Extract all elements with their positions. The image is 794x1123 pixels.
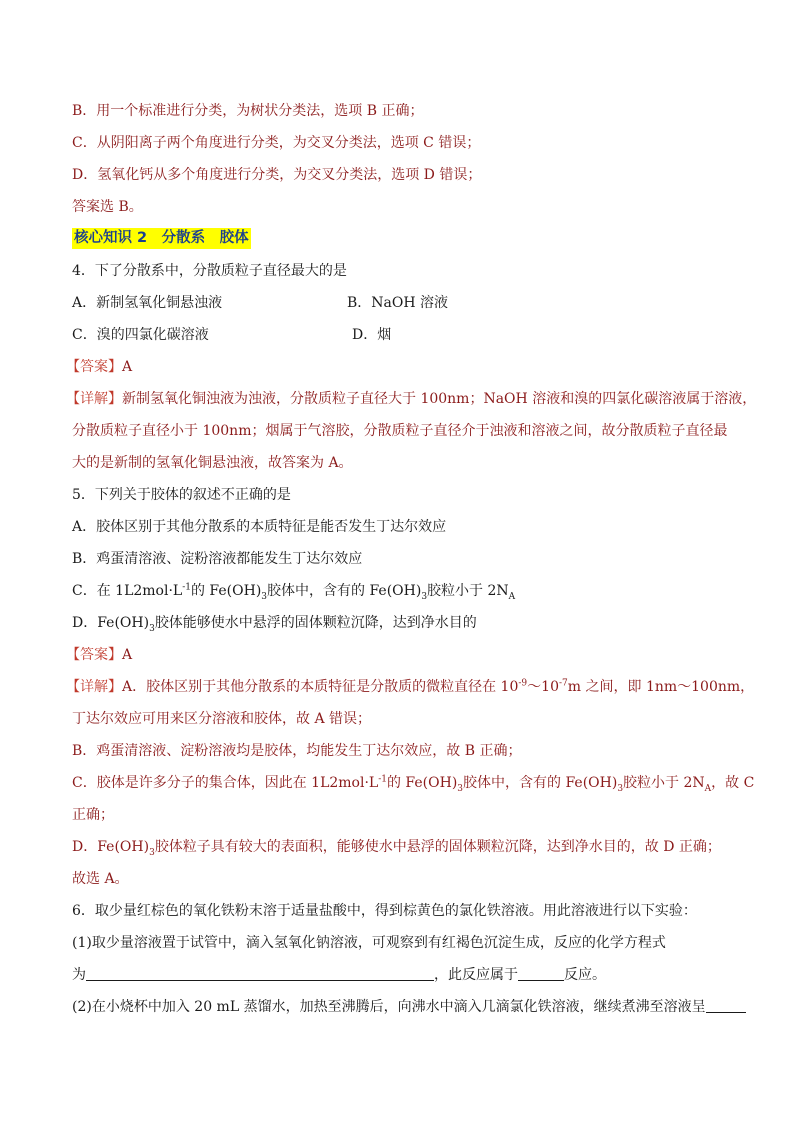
q5-detail-line-4: C．胶体是许多分子的集合体，因此在 $1L2mol\cdot L^{-1}$的 $Fe(OH)_3$胶体中，含有的 $Fe(OH)_3$胶粒小于 $2N_A$，故 C: [72, 774, 755, 794]
q5-option-a: A．胶体区别于其他分散系的本质特征是能否发生丁达尔效应: [72, 519, 447, 535]
q4-detail-line-1: [66, 389, 756, 409]
answer-tag: 【答案】: [66, 359, 122, 375]
reaction-type-blank[interactable]: [518, 966, 564, 981]
section-heading: 核心知识 2 分散系 胶体: [72, 228, 251, 249]
equation-blank[interactable]: [86, 966, 434, 981]
detail-tag: 【详解】: [66, 391, 122, 407]
q5-option-c: C．在 $1L2mol\cdot L^{-1}$的 $Fe(OH)_3$胶体中，含有的 $Fe(OH)_3$胶粒小于 $2N_A$: [72, 582, 516, 602]
q6-part-1: (1)取少量溶液置于试管中，滴入氢氧化钠溶液，可观察到有红褐色沉淀生成，反应的化学方程式: [72, 935, 666, 951]
option-c-explanation: C．从阴阳离子两个角度进行分类，为交叉分类法，选项 C 错误；: [72, 135, 481, 151]
q5-detail-line-5: 正确；: [72, 807, 114, 823]
previous-answer: 答案选 B。: [72, 199, 143, 215]
option-b-explanation: B．用一个标准进行分类，为树状分类法，选项 B 正确；: [72, 103, 424, 119]
q4-detail-line-3: 大的是新制的氢氧化铜悬浊液，故答案为 A。: [72, 455, 353, 471]
q6-part-2: (2)在小烧杯中加入 20 mL 蒸馏水，加热至沸腾后，向沸水中滴入几滴氯化铁溶液，继续煮沸至溶液呈: [72, 997, 746, 1017]
q5-option-d: D．$Fe(OH)_3$胶体能够使水中悬浮的固体颗粒沉降，达到净水目的: [72, 615, 477, 634]
q4-answer: [66, 357, 132, 377]
q6-stem: 6．取少量红棕色的氧化铁粉末溶于适量盐酸中，得到棕黄色的氯化铁溶液。用此溶液进行以下实验：: [72, 903, 697, 919]
q5-detail-line-6: D．$Fe(OH)_3$胶体粒子具有较大的表面积，能够使水中悬浮的固体颗粒沉降，达到净水目的，故 D 正确；: [72, 839, 721, 858]
q5-stem: 5．下列关于胶体的叙述不正确的是: [72, 487, 291, 503]
q4-option-c: C．溴的四氯化碳溶液: [72, 327, 209, 343]
q6-part-1-fill: 为 ，此反应属于 反应。: [72, 967, 606, 983]
q5-answer: [66, 645, 132, 665]
q4-option-d: D．烟: [352, 327, 392, 343]
answer-value: A: [122, 359, 133, 375]
option-d-explanation: D．氢氧化钙从多个角度进行分类，为交叉分类法，选项 D 错误；: [72, 167, 482, 183]
answer-value: A: [122, 647, 133, 663]
answer-tag: 【答案】: [66, 647, 122, 663]
q5-detail-line-1: 【详解】A．胶体区别于其他分散系的本质特征是分散质的微粒直径在 $10^{-9}\sim 10^{-7}m$ 之间，即 1nm～100nm，: [66, 678, 755, 695]
q4-stem: 4．下了分散系中，分散质粒子直径最大的是: [72, 263, 347, 279]
detail-tag: 【详解】: [66, 679, 122, 695]
q5-detail-line-7: 故选 A。: [72, 871, 129, 887]
q4-detail-line-2: 分散质粒子直径小于 100nm；烟属于气溶胶，分散质粒子直径介于浊液和溶液之间，故分散质粒子直径最: [72, 423, 728, 439]
q5-option-b: B．鸡蛋清溶液、淀粉溶液都能发生丁达尔效应: [72, 551, 363, 567]
detail-text: 新制氢氧化铜浊液为浊液，分散质粒子直径大于 100nm；NaOH 溶液和溴的四氯化碳溶液属于溶液，: [122, 391, 757, 407]
q4-option-a: A．新制氢氧化铜悬浊液: [72, 295, 223, 311]
q4-option-b: B．NaOH 溶液: [347, 295, 449, 311]
color-blank[interactable]: [706, 998, 746, 1013]
q5-detail-line-3: B．鸡蛋清溶液、淀粉溶液均是胶体，均能发生丁达尔效应，故 B 正确；: [72, 743, 522, 759]
q5-detail-line-2: 丁达尔效应可用来区分溶液和胶体，故 A 错误；: [72, 711, 372, 727]
